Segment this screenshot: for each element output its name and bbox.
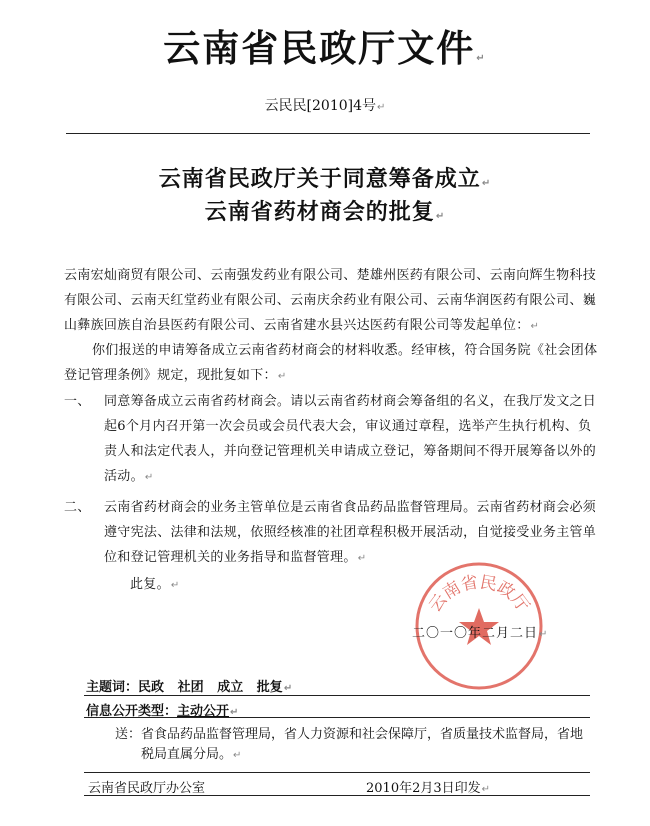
addressee-line: 山彝族回族自治县医药有限公司、云南省建水县兴达医药有限公司等发起单位：↵ [64,318,540,333]
item-line: 位和登记管理机关的业务指导和监督管理。↵ [104,550,367,565]
paragraph-mark-icon: ↵ [377,102,386,113]
heading-line-2: 云南省药材商会的批复↵ [204,199,446,225]
item-line: 同意筹备成立云南省药材商会。请以云南省药材商会筹备组的名义，在我厅发文之日 [104,394,597,409]
paragraph-mark-icon: ↵ [435,211,446,222]
addressee-line: 云南宏灿商贸有限公司、云南强发药业有限公司、楚雄州医药有限公司、云南向辉生物科技 [64,268,597,283]
paragraph-mark-icon: ↵ [230,707,239,718]
disclosure-type: 信息公开类型：主动公开↵ [86,704,239,719]
intro-line: 你们报送的申请筹备成立云南省药材商会的材料收悉。经审核，符合国务院《社会团体 [92,343,598,358]
footer-bottom-divider [84,795,590,796]
item-line: 活动。↵ [104,469,154,484]
paragraph-mark-icon: ↵ [481,178,492,189]
paragraph-mark-icon: ↵ [283,683,293,694]
footer-top-divider [84,772,590,773]
paragraph-mark-icon: ↵ [277,371,287,382]
issuing-office: 云南省民政厅办公室 [88,781,206,796]
document-number: 云民民[2010]4号↵ [264,98,386,114]
paragraph-mark-icon: ↵ [476,53,487,64]
header-divider [66,133,590,134]
item-line: 责人和法定代表人，并向登记管理机关申请成立登记，筹备期间不得开展筹备以外的 [104,444,597,459]
keywords: 主题词：民政 社团 成立 批复↵ [86,680,293,695]
paragraph-mark-icon: ↵ [233,750,242,761]
seal-text: 云南省民政厅 [425,572,533,617]
addressee-line: 有限公司、云南天红堂药业有限公司、云南庆余药业有限公司、云南华润医药有限公司、巍 [64,293,597,308]
paragraph-mark-icon: ↵ [539,629,549,640]
keywords-divider [84,695,590,696]
paragraph-mark-icon: ↵ [481,784,491,795]
paragraph-mark-icon: ↵ [530,321,540,332]
paragraph-mark-icon: ↵ [144,472,154,483]
cc-line: 送：省食品药品监督管理局，省人力资源和社会保障厅，省质量技术监督局，省地 [115,727,584,742]
paragraph-mark-icon: ↵ [170,580,180,591]
print-date: 2010年2月3日印发↵ [366,781,491,796]
closing-text: 此复。↵ [130,577,180,592]
document-title: 云南省民政厅文件↵ [163,26,487,70]
paragraph-mark-icon: ↵ [357,553,367,564]
signing-date: 二〇一〇年二月二日↵ [412,626,549,641]
item-number: 二、 [64,500,91,515]
disclosure-divider [84,717,590,718]
item-number: 一、 [64,394,91,409]
item-line: 云南省药材商会的业务主管单位是云南省食品药品监督管理局。云南省药材商会必须 [104,500,597,515]
heading-line-1: 云南省民政厅关于同意筹备成立↵ [158,166,492,192]
item-line: 遵守宪法、法律和法规，依照经核准的社团章程积极开展活动，自觉接受业务主管单 [104,525,597,540]
intro-line: 登记管理条例》规定，现批复如下：↵ [64,368,287,383]
cc-line: 税局直属分局。↵ [141,747,242,762]
item-line: 起6个月内召开第一次会员或会员代表大会，审议通过章程，选举产生执行机构、负 [104,419,592,434]
